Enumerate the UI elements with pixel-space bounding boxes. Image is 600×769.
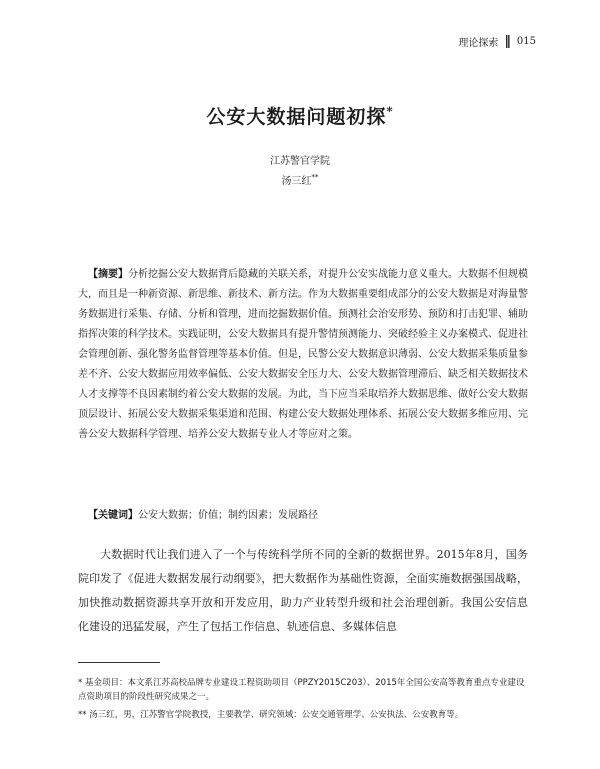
abstract-label: 【摘要】 (88, 269, 128, 280)
author-line (0, 172, 600, 187)
footnote-item (78, 708, 530, 722)
keywords-label: 【关键词】 (88, 510, 138, 521)
footnotes (78, 676, 530, 726)
author-footnote-marker: ** (311, 173, 319, 182)
footnote-item (78, 676, 530, 704)
running-header (458, 34, 536, 49)
footnote-divider (78, 662, 160, 663)
author-name: 汤三红 (281, 176, 312, 187)
keywords-text: 公安大数据；价值；制约因素；发展路径 (138, 510, 318, 521)
footnote-text: 汤三红，男，江苏警官学院教授，主要教学、研究领域：公安交通管理学、公安执法、公安教育等。 (89, 710, 464, 720)
header-separator: ‖ (504, 34, 511, 49)
footnote-marker: ** (78, 710, 87, 720)
footnote-marker: * (78, 678, 83, 688)
affiliation: 江苏警官学院 (270, 156, 330, 167)
footnote-text: 基金项目：本文系江苏高校品牌专业建设工程资助项目（PPZY2015C203）、2015年全国公安高等教育重点专业建设点资助项目的阶段性研究成果之一。 (78, 678, 525, 702)
abstract (78, 265, 528, 445)
paper-title (0, 102, 600, 129)
keywords (78, 506, 528, 526)
abstract-text: 分析挖掘公安大数据背后隐藏的关联关系，对提升公安实战能力意义重大。大数据不但规模大，而且是一种新资源、新思维、新技术、新方法。作为大数据重要组成部分的公安大数据是对海量警务数据进行采集、存储、分析和管理，进而挖掘数据价值。预测社会治安形势、预防和打击犯罪、辅助指挥决策的科学技术。实践证明，公安大数据具有提升警情预测能力、突破经验主义办案模式、促进社会管理创新、强化警务监督管理等基本价值。但是，民警公安大数据意识薄弱、公安大数据采集质量参差不齐、公安大数据应用效率偏低、公安大数据安全压力大、公安大数据管理滞后、缺乏相关数据技术人才支撑等不良因素制约着公安大数据的发展。为此，当下应当采取培养大数据思维、做好公安大数据顶层设计、拓展公安大数据采集渠道和范围、构建公安大数据处理体系、拓展公安大数据多维应用、完善公安大数据科学管理、培养公安大数据专业人才等应对之策。 (78, 269, 528, 440)
page-number: 015 (516, 36, 536, 47)
title-text: 公安大数据问题初探 (206, 106, 387, 128)
section-title: 理论探索 (458, 38, 499, 49)
title-footnote-marker: * (386, 104, 394, 119)
body-paragraph: 大数据时代让我们进入了一个与传统科学所不同的全新的数据世界。2015年8月，国务院印发了《促进大数据发展行动纲要》，把大数据作为基础性资源，全面实施数据强国战略，加快推动数据资源共享开放和开发应用，助力产业转型升级和社会治理创新。我国公安信息化建设的迅猛发展，产生了包括工作信息、轨迹信息、多媒体信息 (78, 548, 528, 633)
